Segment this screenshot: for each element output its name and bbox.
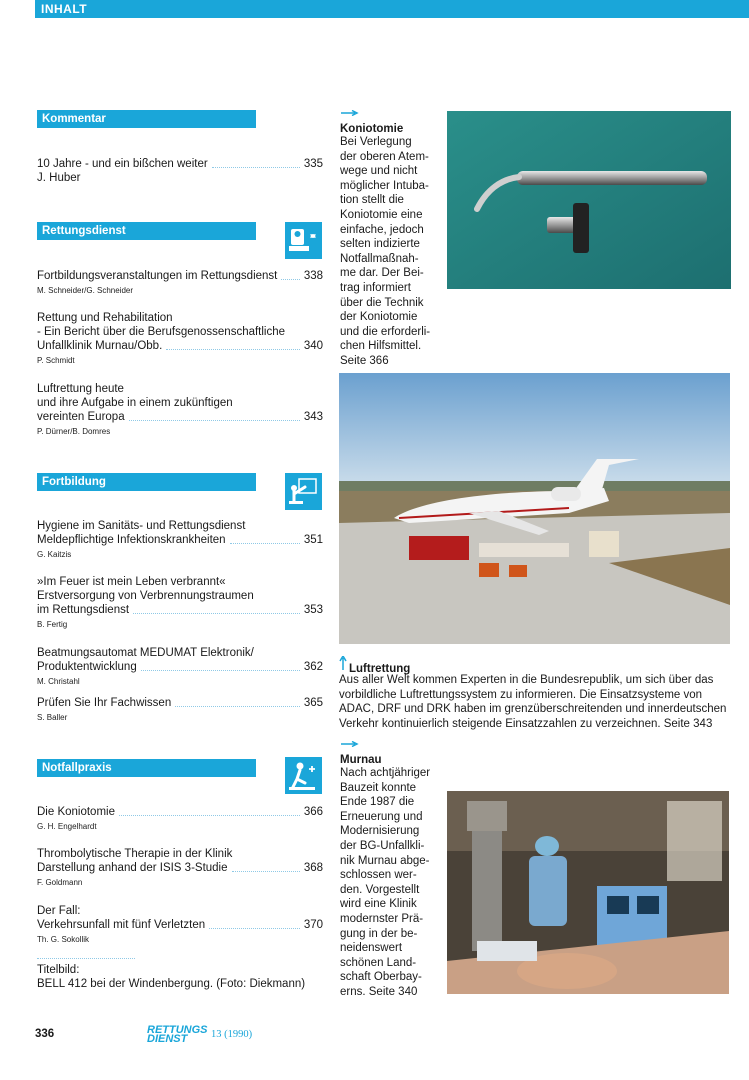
header-bar <box>35 0 749 18</box>
entry-title: Beatmungsautomat MEDUMAT Elektronik/ <box>37 647 254 659</box>
entry-author: G. H. Engelhardt <box>37 822 97 831</box>
leader-dots <box>175 706 300 707</box>
entry-title: Die Koniotomie <box>37 806 115 818</box>
feature-line: tion stellt die <box>340 194 404 207</box>
toc-entry[interactable] <box>37 805 323 834</box>
entry-title: Produktentwicklung <box>37 661 137 673</box>
arrow-right-icon <box>341 110 359 116</box>
entry-title: Fortbildungsveranstaltungen im Rettungsdienst <box>37 270 278 282</box>
section-header-fortbildung: Fortbildung <box>37 473 256 491</box>
entry-title: Hygiene im Sanitäts- und Rettungsdienst <box>37 520 246 532</box>
feature-line: schlossen wer- <box>340 869 417 882</box>
entry-title: Verkehrsunfall mit fünf Verletzten <box>37 919 206 931</box>
feature-line: Modernisierung <box>340 825 420 838</box>
entry-title: vereinten Europa <box>37 411 125 423</box>
feature-line: Erneuerung und <box>340 810 423 823</box>
entry-page: 362 <box>303 661 323 673</box>
leader-dots <box>166 349 300 350</box>
feature-line: gung in der be- <box>340 927 418 940</box>
leader-dots <box>129 420 300 421</box>
issue-number: 13 (1990) <box>211 1029 253 1040</box>
entry-title: Prüfen Sie Ihr Fachwissen <box>37 697 172 709</box>
entry-author: J. Huber <box>37 172 81 184</box>
feature-line: Notfallmaßnah- <box>340 252 419 265</box>
feature-line: selten indizierte <box>340 238 420 251</box>
entry-title: - Ein Bericht über die Berufsgenossenschaftliche <box>37 326 286 338</box>
feature-line: vorbildliche Luftrettungssystem zu informieren. Die Einsatzsysteme von <box>339 688 703 701</box>
feature-line: modernster Prä- <box>340 912 424 925</box>
leader-dots <box>119 815 300 816</box>
entry-page: 343 <box>303 411 323 423</box>
entry-title: Der Fall: <box>37 905 81 917</box>
toc-entry[interactable] <box>37 575 323 632</box>
entry-title: 10 Jahre - und ein bißchen weiter <box>37 158 208 170</box>
leader-dots <box>281 279 299 280</box>
feature-text <box>340 766 445 1000</box>
feature-line: den. Vorgestellt <box>340 883 420 896</box>
feature-luftrettung-text <box>339 673 731 731</box>
feature-line: wege und nicht <box>340 165 418 178</box>
feature-line: und die erforderli- <box>340 325 431 338</box>
toc-entry[interactable] <box>37 157 323 185</box>
feature-line: der Koniotomie <box>340 311 418 324</box>
entry-author: G. Kaitzis <box>37 550 72 559</box>
toc-entry[interactable] <box>37 904 323 947</box>
entry-page: 368 <box>303 862 323 874</box>
section-header-rettungsdienst: Rettungsdienst <box>37 222 256 240</box>
entry-title: Darstellung anhand der ISIS 3-Studie <box>37 862 228 874</box>
entry-page: 335 <box>303 158 323 170</box>
feature-line: nik Murnau abge- <box>340 854 430 867</box>
feature-line: Aus aller Welt kommen Experten in die Bundesrepublik, um sich über das <box>339 674 714 686</box>
toc-entry[interactable] <box>37 847 323 890</box>
ambulance-icon <box>285 222 322 259</box>
feature-line: der oberen Atem- <box>340 150 429 163</box>
feature-line: möglicher Intuba- <box>340 179 429 192</box>
feature-line: wird eine Klinik <box>340 898 417 911</box>
feature-line: Ende 1987 die <box>340 796 415 809</box>
feature-line: der BG-Unfallkli- <box>340 839 425 852</box>
feature-line: trag informiert <box>340 281 411 294</box>
feature-title: Luftrettung <box>349 663 411 675</box>
header-label: INHALT <box>41 2 88 16</box>
entry-title: und ihre Aufgabe in einem zukünftigen <box>37 397 233 409</box>
entry-title: Erstversorgung von Verbrennungstraumen <box>37 590 254 602</box>
entry-page: 338 <box>303 270 323 282</box>
cover-note <box>37 963 305 991</box>
feature-line: über die Technik <box>340 296 424 309</box>
arrow-right-icon <box>341 741 359 747</box>
feature-line: chen Hilfsmittel. <box>340 340 422 353</box>
entry-page: 366 <box>303 806 323 818</box>
arrow-up-icon <box>339 656 347 670</box>
divider <box>37 958 135 959</box>
logo-line: RETTUNGS <box>147 1024 208 1036</box>
feature-line: me dar. Der Bei- <box>340 267 424 280</box>
entry-author: P. Dürner/B. Domres <box>37 427 111 436</box>
toc-entry[interactable] <box>37 519 323 562</box>
entry-page: 370 <box>303 919 323 931</box>
toc-entry[interactable] <box>37 696 323 725</box>
entry-author: F. Goldmann <box>37 878 83 887</box>
lecture-icon <box>285 473 322 510</box>
toc-entry[interactable] <box>37 311 323 368</box>
photo-koniotomy-instrument <box>447 111 731 289</box>
logo-line: DIENST <box>147 1033 188 1045</box>
entry-page: 351 <box>303 534 323 546</box>
leader-dots <box>133 613 300 614</box>
entry-title: Meldepflichtige Infektionskrankheiten <box>37 534 226 546</box>
page-number: 336 <box>35 1028 55 1040</box>
entry-title: im Rettungsdienst <box>37 604 130 616</box>
cover-label: Titelbild: <box>37 964 80 976</box>
feature-koniotomie <box>340 123 445 369</box>
feature-line: Nach achtjähriger <box>340 767 431 779</box>
feature-title: Murnau <box>340 754 382 766</box>
feature-line: neidenswert <box>340 942 403 955</box>
cover-text: BELL 412 bei der Windenbergung. (Foto: Diekmann) <box>37 978 306 990</box>
entry-author: P. Schmidt <box>37 356 75 365</box>
section-header-kommentar: Kommentar <box>37 110 256 128</box>
entry-author: M. Christahl <box>37 677 80 686</box>
feature-line: Koniotomie eine <box>340 208 423 221</box>
feature-line: Verkehr kontinuierlich steigende Einsatzzahlen zu verzeichnen. Seite 343 <box>339 717 713 730</box>
feature-line: ADAC, DRF und DRK haben im grenzüberschreitenden und innerdeutschen <box>339 703 727 716</box>
toc-entry[interactable] <box>37 646 323 689</box>
first-aid-icon <box>285 757 322 794</box>
section-header-notfallpraxis: Notfallpraxis <box>37 759 256 777</box>
feature-line: Bei Verlegung <box>340 136 412 148</box>
entry-page: 365 <box>303 697 323 709</box>
feature-title: Koniotomie <box>340 123 404 135</box>
leader-dots <box>232 871 300 872</box>
feature-line: Seite 366 <box>340 354 389 367</box>
feature-murnau <box>340 754 445 1000</box>
entry-page: 353 <box>303 604 323 616</box>
feature-line: erns. Seite 340 <box>340 985 418 998</box>
leader-dots <box>212 167 300 168</box>
leader-dots <box>230 543 300 544</box>
entry-title: »Im Feuer ist mein Leben verbrannt« <box>37 576 226 588</box>
entry-title: Unfallklinik Murnau/Obb. <box>37 340 163 352</box>
entry-title: Thrombolytische Therapie in der Klinik <box>37 848 233 860</box>
entry-author: B. Fertig <box>37 620 68 629</box>
magazine-logo <box>147 1026 208 1044</box>
leader-dots <box>209 928 300 929</box>
toc-entry[interactable] <box>37 382 323 439</box>
entry-author: M. Schneider/G. Schneider <box>37 286 134 295</box>
entry-page: 340 <box>303 340 323 352</box>
feature-line: schaft Oberbay- <box>340 971 422 984</box>
entry-title: Luftrettung heute <box>37 383 124 395</box>
feature-line: Bauzeit konnte <box>340 781 417 794</box>
entry-title: Rettung und Rehabilitation <box>37 312 173 324</box>
entry-author: S. Baller <box>37 713 68 722</box>
photo-air-ambulance <box>339 373 730 644</box>
leader-dots <box>141 670 300 671</box>
feature-line: schönen Land- <box>340 956 417 969</box>
photo-operating-room <box>447 791 729 994</box>
feature-line: einfache, jedoch <box>340 223 424 236</box>
feature-text <box>340 135 445 369</box>
entry-author: Th. G. Sokollik <box>37 935 90 944</box>
toc-entry[interactable] <box>37 269 323 298</box>
